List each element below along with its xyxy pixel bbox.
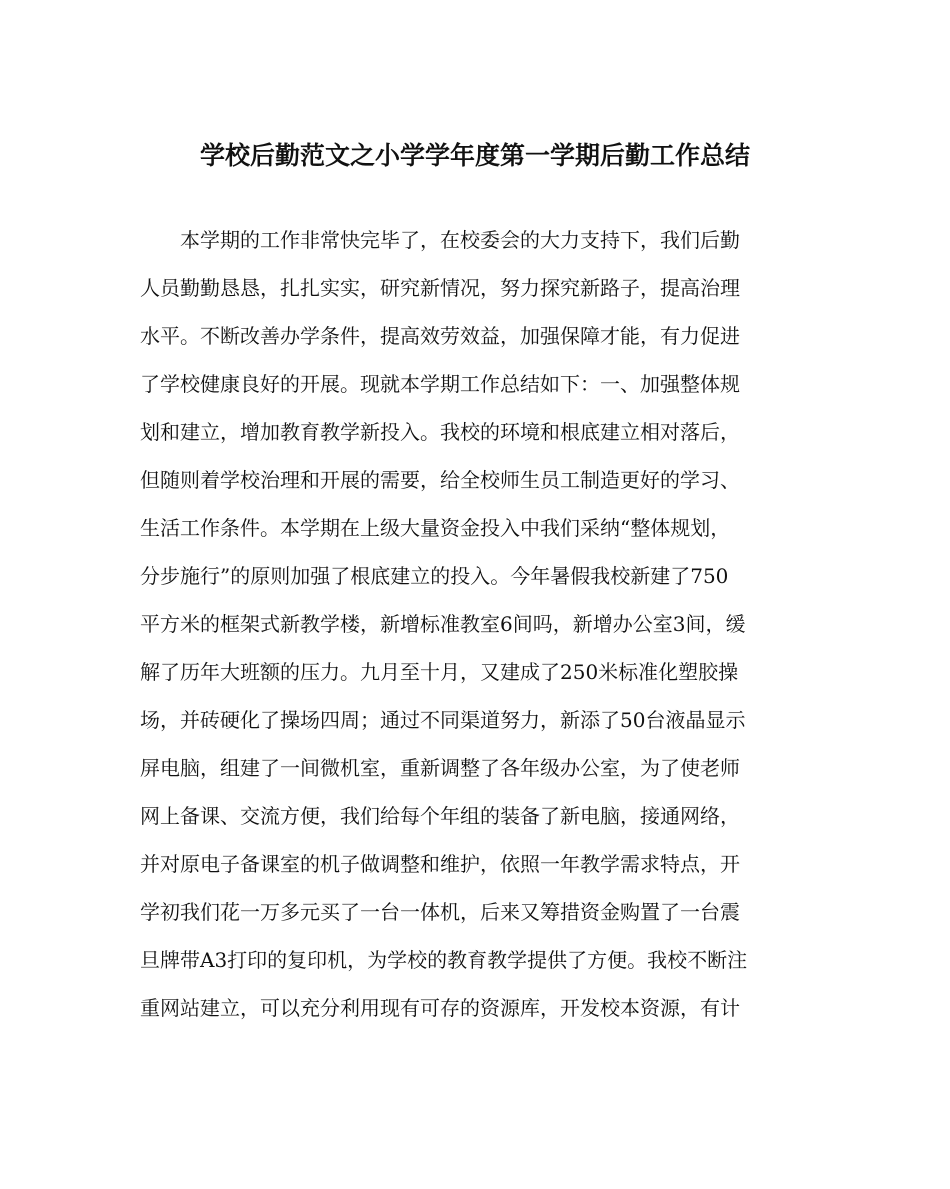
text-line: 本学期的工作非常快完毕了，在校委会的大力支持下，我们后勤: [140, 228, 740, 252]
text-line: 场，并砖硬化了操场四周；通过不同渠道努力，新添了50台液晶显示: [140, 708, 746, 732]
text-line: 水平。不断改善办学条件，提高效劳效益，加强保障才能，有力促进: [140, 324, 740, 348]
document-title: 学校后勤范文之小学学年度第一学期后勤工作总结: [199, 141, 750, 170]
body-paragraph: [140, 216, 820, 1032]
text-line: 解了历年大班额的压力。九月至十月，又建成了250米标准化塑胶操: [140, 660, 739, 684]
text-line: 了学校健康良好的开展。现就本学期工作总结如下：一、加强整体规: [140, 372, 740, 396]
text-line: 生活工作条件。本学期在上级大量资金投入中我们采纳“整体规划，: [140, 516, 731, 540]
text-line: 平方米的框架式新教学楼，新增标准教室6间吗，新增办公室3间，缓: [140, 612, 746, 636]
text-line: 重网站建立，可以充分利用现有可存的资源库，开发校本资源，有计: [140, 996, 740, 1020]
text-line: 划和建立，增加教育教学新投入。我校的环境和根底建立相对落后，: [140, 420, 740, 444]
text-line: 网上备课、交流方便，我们给每个年组的装备了新电脑，接通网络，: [140, 804, 740, 828]
text-line: 屏电脑，组建了一间微机室，重新调整了各年级办公室，为了使老师: [140, 756, 740, 780]
text-line: 并对原电子备课室的机子做调整和维护，依照一年教学需求特点，开: [140, 852, 740, 876]
text-line: 人员勤勤恳恳，扎扎实实，研究新情况，努力探究新路子，提高治理: [140, 276, 740, 300]
text-line: 但随则着学校治理和开展的需要，给全校师生员工制造更好的学习、: [140, 468, 740, 492]
text-line: 旦牌带A3打印的复印机，为学校的教育教学提供了方便。我校不断注: [140, 948, 748, 972]
text-line: 学初我们花一万多元买了一台一体机，后来又筹措资金购置了一台震: [140, 900, 740, 924]
text-line: 分步施行”的原则加强了根底建立的投入。今年暑假我校新建了750: [140, 564, 729, 588]
